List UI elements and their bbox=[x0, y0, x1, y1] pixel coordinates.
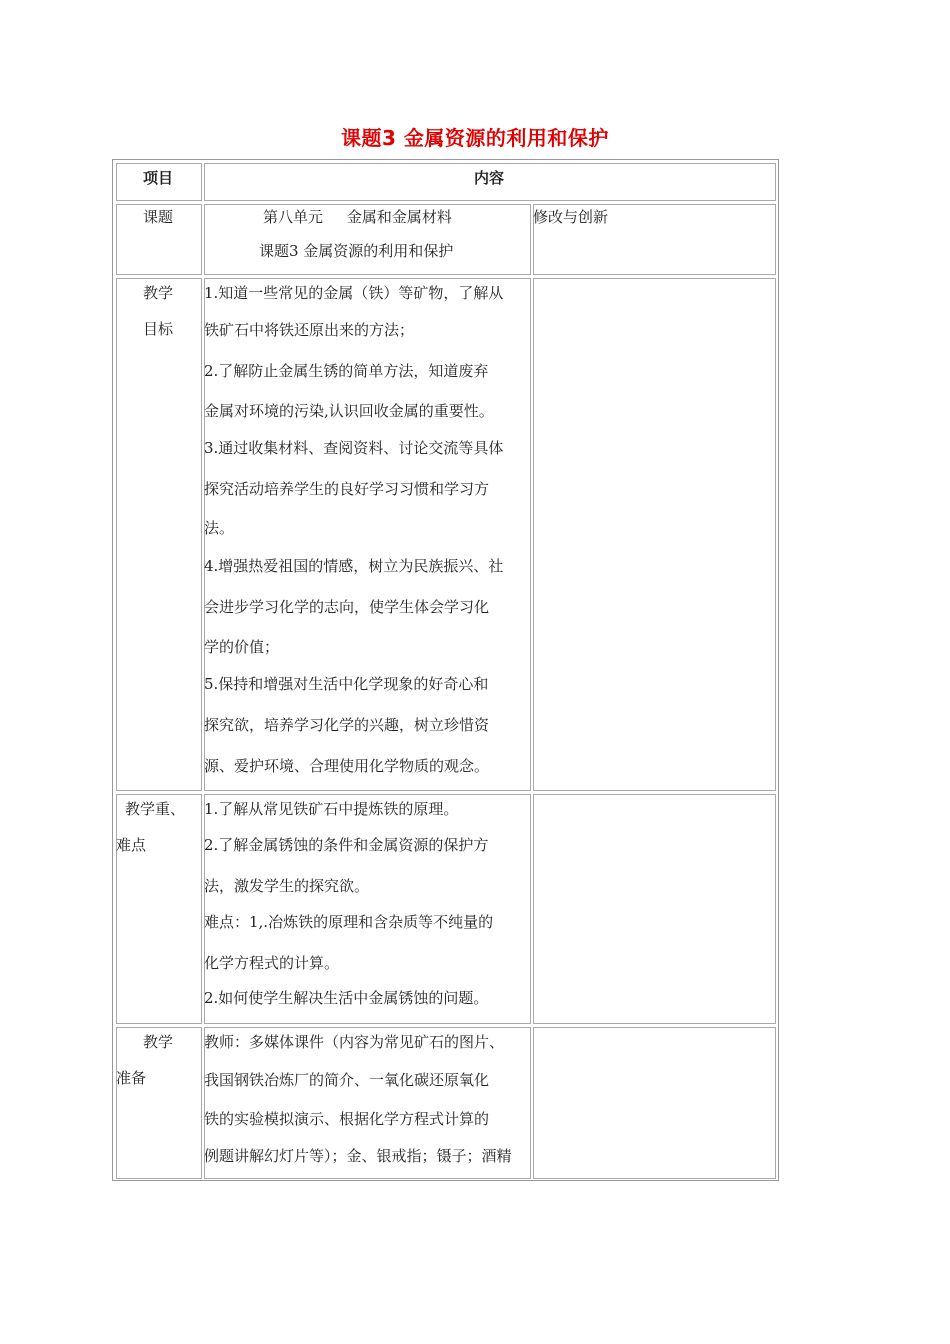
lesson-table bbox=[112, 159, 779, 1181]
keypoints-line: 1.了解从常见铁矿石中提炼铁的原理。 bbox=[204, 800, 459, 818]
header-content-label: 内容 bbox=[474, 169, 505, 187]
prep-line: 铁的实验模拟演示、根据化学方程式计算的 bbox=[204, 1110, 490, 1128]
keypoints-line: 难点：1,.冶炼铁的原理和含杂质等不纯量的 bbox=[204, 913, 494, 931]
keypoints-line: 化学方程式的计算。 bbox=[204, 954, 340, 972]
keypoints-line: 2.如何使学生解决生活中金属锈蚀的问题。 bbox=[204, 989, 489, 1007]
goals-line: 4.增强热爱祖国的情感，树立为民族振兴、社 bbox=[204, 557, 504, 575]
keypoints-text bbox=[204, 802, 493, 1011]
topic-title-line: 课题3 金属资源的利用和保护 bbox=[259, 242, 454, 260]
goals-line: 探究欲，培养学习化学的兴趣，树立珍惜资 bbox=[204, 716, 490, 734]
keypoints-side-cell bbox=[533, 794, 776, 1024]
prep-label-line2: 准备 bbox=[116, 1069, 147, 1087]
topic-unit-line: 第八单元 金属和金属材料 bbox=[263, 208, 452, 226]
prep-label-line1: 教学 bbox=[143, 1033, 174, 1051]
goals-line: 5.保持和增强对生活中化学现象的好奇心和 bbox=[204, 675, 489, 693]
goals-line: 金属对环境的污染,认识回收金属的重要性。 bbox=[204, 402, 494, 420]
goals-line: 探究活动培养学生的良好学习习惯和学习方 bbox=[204, 480, 490, 498]
topic-label: 课题 bbox=[143, 208, 174, 226]
goals-label-line1: 教学 bbox=[143, 284, 174, 302]
prep-line: 例题讲解幻灯片等）；金、银戒指；镊子；酒精 bbox=[204, 1147, 512, 1165]
goals-text bbox=[204, 286, 503, 779]
goals-line: 学的价值； bbox=[204, 638, 280, 656]
prep-text bbox=[204, 1035, 512, 1169]
prep-line: 教师：多媒体课件（内容为常见矿石的图片、 bbox=[204, 1033, 505, 1051]
goals-label-line2: 目标 bbox=[143, 320, 174, 338]
header-item-label: 项目 bbox=[143, 169, 174, 187]
goals-line: 2.了解防止金属生锈的简单方法，知道废弃 bbox=[204, 362, 489, 380]
revision-heading: 修改与创新 bbox=[533, 208, 609, 226]
keypoints-line: 2.了解金属锈蚀的条件和金属资源的保护方 bbox=[204, 836, 489, 854]
goals-line: 1.知道一些常见的金属（铁）等矿物，了解从 bbox=[204, 284, 504, 302]
goals-side-cell bbox=[533, 278, 776, 791]
goals-line: 源、爱护环境、合理使用化学物质的观念。 bbox=[204, 757, 490, 775]
keypoints-label-line1: 教学重、 bbox=[125, 800, 186, 818]
keypoints-line: 法，激发学生的探究欲。 bbox=[204, 877, 370, 895]
goals-line: 3.通过收集材料、查阅资料、讨论交流等具体 bbox=[204, 439, 504, 457]
keypoints-label-cell bbox=[116, 794, 202, 1024]
goals-label-cell bbox=[116, 278, 202, 791]
prep-side-cell bbox=[533, 1027, 776, 1179]
goals-line: 铁矿石中将铁还原出来的方法； bbox=[204, 321, 415, 339]
goals-line: 法。 bbox=[204, 519, 235, 537]
keypoints-label-line2: 难点 bbox=[116, 836, 147, 854]
goals-line: 会进步学习化学的志向，使学生体会学习化 bbox=[204, 598, 490, 616]
page-title: 课题3 金属资源的利用和保护 bbox=[341, 126, 609, 150]
prep-line: 我国钢铁冶炼厂的简介、一氧化碳还原氧化 bbox=[204, 1071, 490, 1089]
